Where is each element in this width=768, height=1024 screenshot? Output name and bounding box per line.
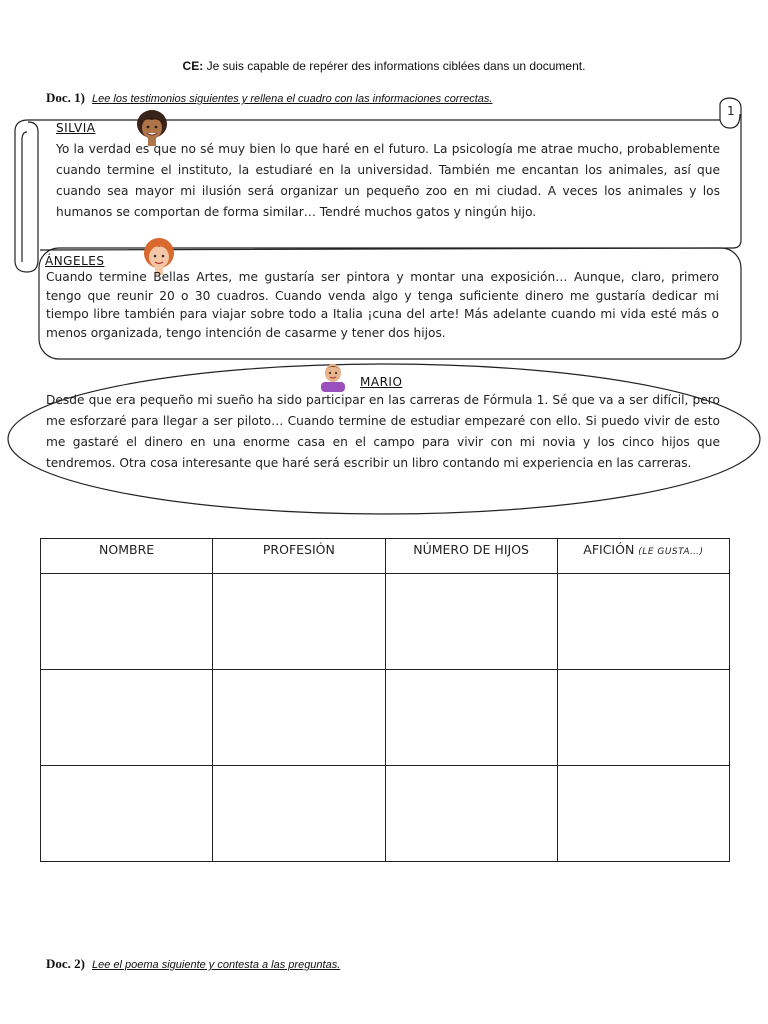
- header-aficion-label: AFICIÓN: [583, 542, 635, 557]
- table-cell[interactable]: [557, 574, 729, 670]
- table-cell[interactable]: [557, 670, 729, 766]
- table-cell[interactable]: [213, 670, 385, 766]
- table-cell[interactable]: [213, 574, 385, 670]
- header-aficion-hint: (LE GUSTA…): [638, 547, 704, 557]
- angeles-testimony: Cuando termine Bellas Artes, me gustaría ser pintora y montar una exposición… Aunque, claro, primero tengo que reunir 20 o 30 cuadros. Cuando venda algo y tenga suficiente dinero me gustaría dedicar mi tiempo libre también para viajar sobre todo a Italia ¡cuna del arte! Más adelante cuando mi vida esté más o menos organizada, tengo intención de casarme y tener dos hijos.: [46, 270, 719, 340]
- table-cell[interactable]: [385, 574, 557, 670]
- table-cell[interactable]: [213, 766, 385, 862]
- table-row: [41, 574, 730, 670]
- table-cell[interactable]: [41, 766, 213, 862]
- table-row: [41, 670, 730, 766]
- doc2-instruction: Lee el poema siguiente y contesta a las preguntas.: [92, 959, 341, 971]
- table-cell[interactable]: [41, 670, 213, 766]
- doc2-number: Doc. 2): [46, 956, 85, 971]
- doc2-heading: [46, 956, 340, 972]
- table-cell[interactable]: [557, 766, 729, 862]
- mario-testimony: Desde que era pequeño mi sueño ha sido participar en las carreras de Fórmula 1. Sé que va a ser difícil, pero me esforzaré para llegar a ser piloto… Cuando termine de estudiar empezaré con ello. Si puedo vivir de esto me gastaré el dinero en una enorme casa en el campo para vivir con mi novia y los cinco hijos que tendremos. Otra cosa interesante que haré será escribir un libro contando mi experiencia en las carreras.: [46, 393, 720, 470]
- header-profesion: PROFESIÓN: [213, 539, 385, 574]
- name-mario: MARIO: [360, 375, 403, 389]
- header-numero-hijos: NÚMERO DE HIJOS: [385, 539, 557, 574]
- table-cell[interactable]: [41, 574, 213, 670]
- summary-table: [40, 538, 730, 862]
- header-aficion: [557, 539, 729, 574]
- name-angeles: ÁNGELES: [45, 254, 105, 268]
- silvia-testimony: Yo la verdad es que no sé muy bien lo que haré en el futuro. La psicología me atrae mucho, probablemente cuando termine el instituto, la estudiaré en la universidad. También me encantan los animales, así que cuando sea mayor mi ilusión será organizar un pequeño zoo en mi ciudad. A veces los animales y los humanos se comportan de forma similar… Tendré muchos gatos y ningún hijo.: [56, 142, 720, 219]
- name-silvia: SILVIA: [56, 121, 96, 135]
- scroll-page-number: 1: [727, 104, 735, 118]
- table-cell[interactable]: [385, 670, 557, 766]
- ce-label: CE:: [182, 59, 204, 73]
- table-cell[interactable]: [385, 766, 557, 862]
- doc1-instruction: Lee los testimonios siguientes y rellena el cuadro con las informaciones correctas.: [92, 93, 493, 105]
- mario-avatar-icon: [318, 360, 348, 392]
- table-row: [41, 766, 730, 862]
- header-nombre: NOMBRE: [41, 539, 213, 574]
- ce-text: Je suis capable de repérer des informations ciblées dans un document.: [206, 59, 586, 73]
- table-header-row: [41, 539, 730, 574]
- doc1-number: Doc. 1): [46, 90, 85, 105]
